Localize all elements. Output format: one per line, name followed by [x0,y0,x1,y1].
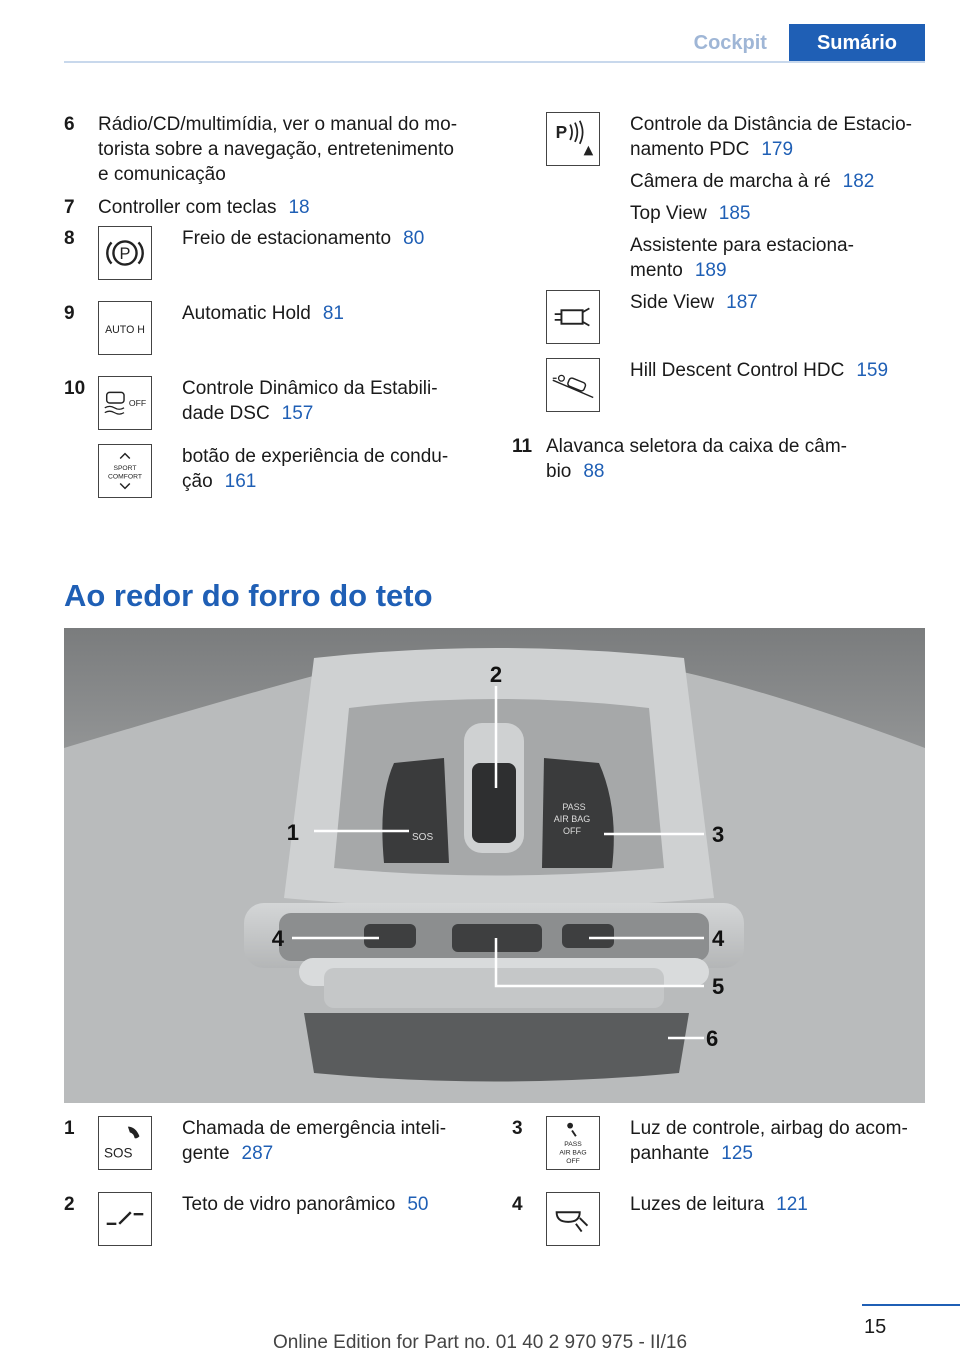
page-reference-link[interactable]: 18 [288,197,310,218]
item-text: Luz de controle, airbag do acom- [630,1118,908,1139]
sport-comfort-icon [98,444,152,498]
item-text: ção [182,471,213,492]
item-text: Top View [630,203,707,224]
photo-callout: 2 [489,662,503,687]
item-number: 7 [64,197,75,218]
list-item [630,169,874,194]
item-text: Luzes de leitura [630,1194,765,1215]
bottom-right-column [512,1116,932,1256]
right-column [512,112,932,512]
passenger-airbag-off-icon [546,1116,600,1170]
page-reference-link[interactable]: 125 [721,1143,753,1164]
item-text: Controle da Distância de Estacio- [630,114,912,135]
item-number: 3 [512,1118,523,1139]
item-text: Freio de estacionamento [182,228,392,249]
top-navigation [672,24,925,62]
item-text: Assistente para estaciona- [630,235,854,256]
side-view-camera-icon [546,290,600,344]
item-text: e comunicação [98,164,226,185]
item-text: panhante [630,1143,710,1164]
footer-divider [862,1304,960,1306]
overhead-console-photo [64,628,925,1103]
item-text: Automatic Hold [182,303,311,324]
page-reference-link[interactable]: 80 [403,228,425,249]
photo-callout: 6 [706,1026,719,1051]
sport-icon-text: SPORT [113,465,137,473]
item-number: 11 [512,436,533,457]
section-title: Ao redor do forro do teto [64,578,433,613]
page-reference-link[interactable]: 50 [407,1194,429,1215]
page-reference-link[interactable]: 159 [856,360,889,381]
sos-icon [98,1116,152,1170]
list-item [630,233,930,283]
svg-text:P: P [119,244,131,263]
left-column [64,112,484,512]
photo-callout: 1 [286,820,299,845]
tab-cockpit[interactable]: Cockpit [672,24,789,62]
photo-pass-label: PASS [562,802,586,812]
page-number: 15 [864,1316,887,1338]
page-reference-link[interactable]: 121 [776,1194,808,1215]
page-reference-link[interactable]: 287 [241,1143,274,1164]
panoramic-roof-icon [98,1192,152,1246]
auto-hold-icon-text: AUTO H [105,323,145,336]
item-text: dade DSC [182,403,270,424]
dsc-icon-text: OFF [128,397,147,408]
dsc-off-icon [98,376,152,430]
page-reference-link[interactable]: 179 [761,139,794,160]
item-number: 1 [64,1118,75,1139]
tab-summary[interactable]: Sumário [789,24,925,62]
page-reference-link[interactable]: 81 [322,303,344,324]
list-item [630,358,888,383]
item-text: bio [546,461,572,482]
page-reference-link[interactable]: 189 [694,260,727,281]
item-text: Hill Descent Control HDC [630,360,845,381]
item-text: Teto de vidro panorâmico [182,1194,396,1215]
airbag-icon-text: AIR BAG [559,1149,587,1157]
pdc-icon [546,112,600,166]
list-item [182,1192,428,1217]
item-text: Side View [630,292,715,313]
item-text: Câmera de marcha à ré [630,171,831,192]
list-item [630,1192,808,1217]
page-reference-link[interactable]: 185 [718,203,751,224]
hill-descent-icon [546,358,600,412]
header-divider [64,61,925,63]
item-text: Alavanca seletora da caixa de câm- [546,436,847,457]
photo-off-label: OFF [563,826,581,836]
comfort-icon-text: COMFORT [108,473,142,481]
photo-airbag-label: AIR BAG [553,814,591,824]
item-number: 8 [64,228,75,249]
item-text: mento [630,260,683,281]
item-text: botão de experiência de condu- [182,446,449,467]
footer-edition-text: Online Edition for Part no. 01 40 2 970 975 - II/16 [272,1332,688,1353]
item-number: 2 [64,1194,75,1215]
reading-light-icon [546,1192,600,1246]
svg-text:P: P [555,122,568,143]
photo-callout: 4 [712,926,725,951]
photo-callout: 4 [271,926,284,951]
page-reference-link[interactable]: 187 [726,292,758,313]
pass-icon-text: PASS [564,1140,582,1148]
item-number: 4 [512,1194,523,1215]
sos-icon-text: SOS [104,1145,133,1161]
photo-callout: 5 [712,974,725,999]
page-reference-link[interactable]: 161 [224,471,257,492]
list-item [630,1116,930,1166]
item-text: Rádio/CD/multimídia, ver o manual do mo- [98,114,458,135]
item-text: Controller com teclas [98,197,277,218]
page-reference-link[interactable]: 182 [842,171,875,192]
parking-brake-icon [98,226,152,280]
list-item [630,290,758,315]
page-reference-link[interactable]: 157 [281,403,314,424]
item-number: 6 [64,114,75,135]
list-item [182,1116,482,1166]
bottom-left-column [64,1116,484,1256]
item-text: gente [182,1143,230,1164]
photo-callout: 3 [712,822,725,847]
list-item [630,201,750,226]
photo-sos-label: SOS [412,832,434,843]
auto-hold-icon [98,301,152,355]
item-text: Controle Dinâmico da Estabili- [182,378,438,399]
item-number: 10 [64,378,86,399]
off-icon-text: OFF [566,1158,580,1166]
item-number: 9 [64,303,75,324]
page-reference-link[interactable]: 88 [583,461,605,482]
item-text: namento PDC [630,139,750,160]
item-text: torista sobre a navegação, entretenimento [98,139,454,160]
item-text: Chamada de emergência inteli- [182,1118,447,1139]
